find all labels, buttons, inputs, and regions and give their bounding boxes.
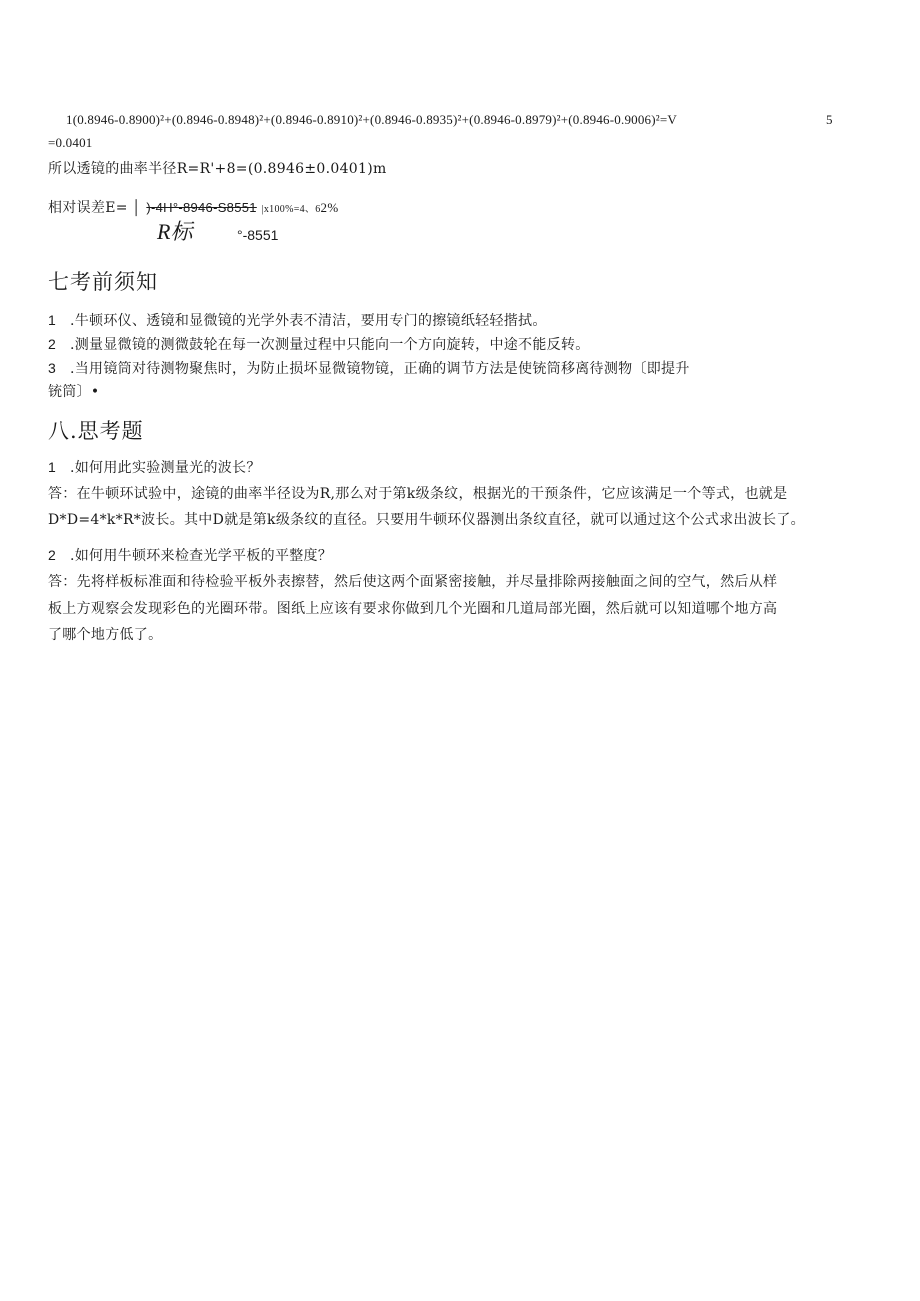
relative-error-tail: |x100%=4、6 bbox=[261, 204, 321, 215]
answer-1-line-1: 答：在牛顿环试验中，途镜的曲率半径设为R,那么对于第k级条纹，根据光的干预条件，它应该满足一个等式，也就是 bbox=[48, 486, 788, 502]
question-number: 1 bbox=[48, 459, 57, 475]
answer-2-line-2: 板上方观察会发现彩色的光圈环带。图纸上应该有要求你做到几个光圈和几道局部光圈，然后就可以知道哪个地方高 bbox=[48, 601, 778, 617]
question-text: .如何用牛顿环来检查光学平板的平整度？ bbox=[70, 548, 333, 564]
answer-2-line-1: 答：先将样板标准面和待检验平板外表擦替，然后使这两个面紧密接触，并尽量排除两接触面之间的空气，然后从样 bbox=[48, 574, 778, 590]
r-standard-value: °-8551 bbox=[237, 227, 279, 243]
precaution-text: .测量显微镜的测微鼓轮在每一次测量过程中只能向一个方向旋转，中途不能反转。 bbox=[70, 337, 590, 353]
question-2 bbox=[48, 548, 332, 563]
curvature-radius-line: 所以透镜的曲率半径R=R'+8=(0.8946±0.0401)m bbox=[48, 161, 387, 177]
question-number: 2 bbox=[48, 547, 57, 563]
precaution-number: 2 bbox=[48, 336, 57, 352]
section-title-precautions: 七考前须知 bbox=[48, 270, 158, 294]
relative-error-line bbox=[48, 200, 338, 215]
precaution-number: 3 bbox=[48, 360, 57, 376]
variance-formula-denominator: 5 bbox=[826, 112, 833, 127]
variance-result: =0.0401 bbox=[48, 135, 93, 150]
precaution-item-3-continued: 铳筒〕• bbox=[48, 384, 100, 400]
precaution-text: .牛顿环仪、透镜和显微镜的光学外表不清洁，要用专门的擦镜纸轻轻揩拭。 bbox=[70, 313, 547, 329]
answer-1-line-2: D*D=4*k*R*波长。其中D就是第k级条纹的直径。只要用牛顿环仪器测出条纹直径，就可以通过这个公式求出波长了。 bbox=[48, 512, 805, 528]
precaution-text: .当用镜筒对待测物聚焦时，为防止损坏显微镜物镜，正确的调节方法是使铳筒移离待测物〔即提升 bbox=[70, 361, 690, 377]
section-title-questions: 八.思考题 bbox=[48, 419, 144, 443]
question-text: .如何用此实验测量光的波长？ bbox=[70, 460, 261, 476]
relative-error-numerator: )-4H°-8946-S8551 bbox=[146, 200, 257, 215]
precaution-item-3 bbox=[48, 361, 690, 376]
variance-formula: 1(0.8946-0.8900)²+(0.8946-0.8948)²+(0.8946-0.8910)²+(0.8946-0.8935)²+(0.8946-0.8979)²+(0.8946-0.9006)²=V bbox=[66, 112, 677, 127]
relative-error-percent: 2% bbox=[320, 200, 339, 215]
question-1 bbox=[48, 460, 261, 475]
answer-2-line-3: 了哪个地方低了。 bbox=[48, 627, 163, 643]
precaution-item-1 bbox=[48, 313, 547, 328]
precaution-item-2 bbox=[48, 337, 590, 352]
r-standard-label: R标 bbox=[157, 219, 193, 244]
relative-error-label: 相对误差E= bbox=[48, 200, 128, 216]
precaution-number: 1 bbox=[48, 312, 57, 328]
relative-error-bar: │ bbox=[132, 199, 142, 215]
